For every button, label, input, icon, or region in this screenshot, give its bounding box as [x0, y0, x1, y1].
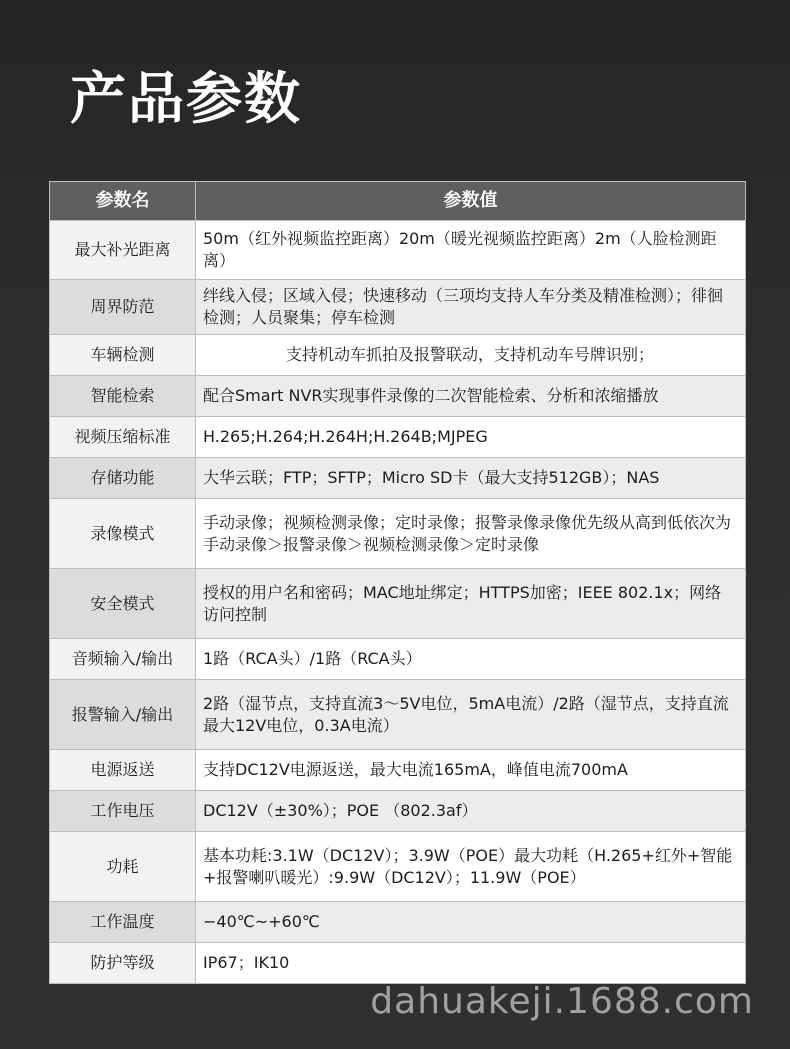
row-name: 工作温度: [50, 902, 196, 943]
page-title: 产品参数: [70, 67, 302, 132]
table-row: [50, 280, 746, 335]
header-param-value: 参数值: [196, 182, 746, 221]
row-value: 1路（RCA头）/1路（RCA头）: [196, 639, 746, 680]
row-name: 防护等级: [50, 943, 196, 984]
row-value: IP67；IK10: [196, 943, 746, 984]
table-row: [50, 943, 746, 984]
row-value: 配合Smart NVR实现事件录像的二次智能检索、分析和浓缩播放: [196, 376, 746, 417]
row-value: 授权的用户名和密码；MAC地址绑定；HTTPS加密；IEEE 802.1x；网络访问控制: [196, 569, 746, 639]
table-row: [50, 335, 746, 376]
row-value: 大华云联；FTP；SFTP；Micro SD卡（最大支持512GB）；NAS: [196, 458, 746, 499]
row-name: 车辆检测: [50, 335, 196, 376]
row-value: 支持DC12V电源返送，最大电流165mA，峰值电流700mA: [196, 750, 746, 791]
row-name: 工作电压: [50, 791, 196, 832]
row-value: 手动录像；视频检测录像；定时录像；报警录像录像优先级从高到低依次为手动录像＞报警录像＞视频检测录像＞定时录像: [196, 499, 746, 569]
row-value: 支持机动车抓拍及报警联动，支持机动车号牌识别；: [196, 335, 746, 376]
row-value: 基本功耗:3.1W（DC12V）；3.9W（POE）最大功耗（H.265+红外+智能+报警喇叭暖光）:9.9W（DC12V）；11.9W（POE）: [196, 832, 746, 902]
row-value: H.265;H.264;H.264H;H.264B;MJPEG: [196, 417, 746, 458]
row-name: 录像模式: [50, 499, 196, 569]
table-row: [50, 639, 746, 680]
row-name: 安全模式: [50, 569, 196, 639]
row-value: −40℃~+60℃: [196, 902, 746, 943]
row-name: 电源返送: [50, 750, 196, 791]
row-value: 2路（湿节点，支持直流3～5V电位，5mA电流）/2路（湿节点，支持直流最大12V电位，0.3A电流）: [196, 680, 746, 750]
table-row: [50, 832, 746, 902]
table-row: [50, 791, 746, 832]
row-name: 最大补光距离: [50, 221, 196, 280]
table-row: [50, 569, 746, 639]
row-value: 50m（红外视频监控距离）20m（暖光视频监控距离）2m（人脸检测距离）: [196, 221, 746, 280]
table-row: [50, 750, 746, 791]
row-name: 视频压缩标准: [50, 417, 196, 458]
table-row: [50, 680, 746, 750]
header-param-name: 参数名: [50, 182, 196, 221]
row-name: 音频输入/输出: [50, 639, 196, 680]
row-value: DC12V（±30%）；POE （802.3af）: [196, 791, 746, 832]
table-row: [50, 221, 746, 280]
table-row: [50, 902, 746, 943]
table-row: [50, 376, 746, 417]
row-name: 存储功能: [50, 458, 196, 499]
parameter-table: [49, 181, 746, 984]
row-name: 功耗: [50, 832, 196, 902]
row-name: 智能检索: [50, 376, 196, 417]
watermark-text: dahuakeji.1688.com: [370, 981, 754, 1022]
row-value: 绊线入侵；区域入侵；快速移动（三项均支持人车分类及精准检测）；徘徊检测；人员聚集；停车检测: [196, 280, 746, 335]
table-header-row: [50, 182, 746, 221]
row-name: 周界防范: [50, 280, 196, 335]
table-row: [50, 417, 746, 458]
table-row: [50, 499, 746, 569]
row-name: 报警输入/输出: [50, 680, 196, 750]
table-row: [50, 458, 746, 499]
